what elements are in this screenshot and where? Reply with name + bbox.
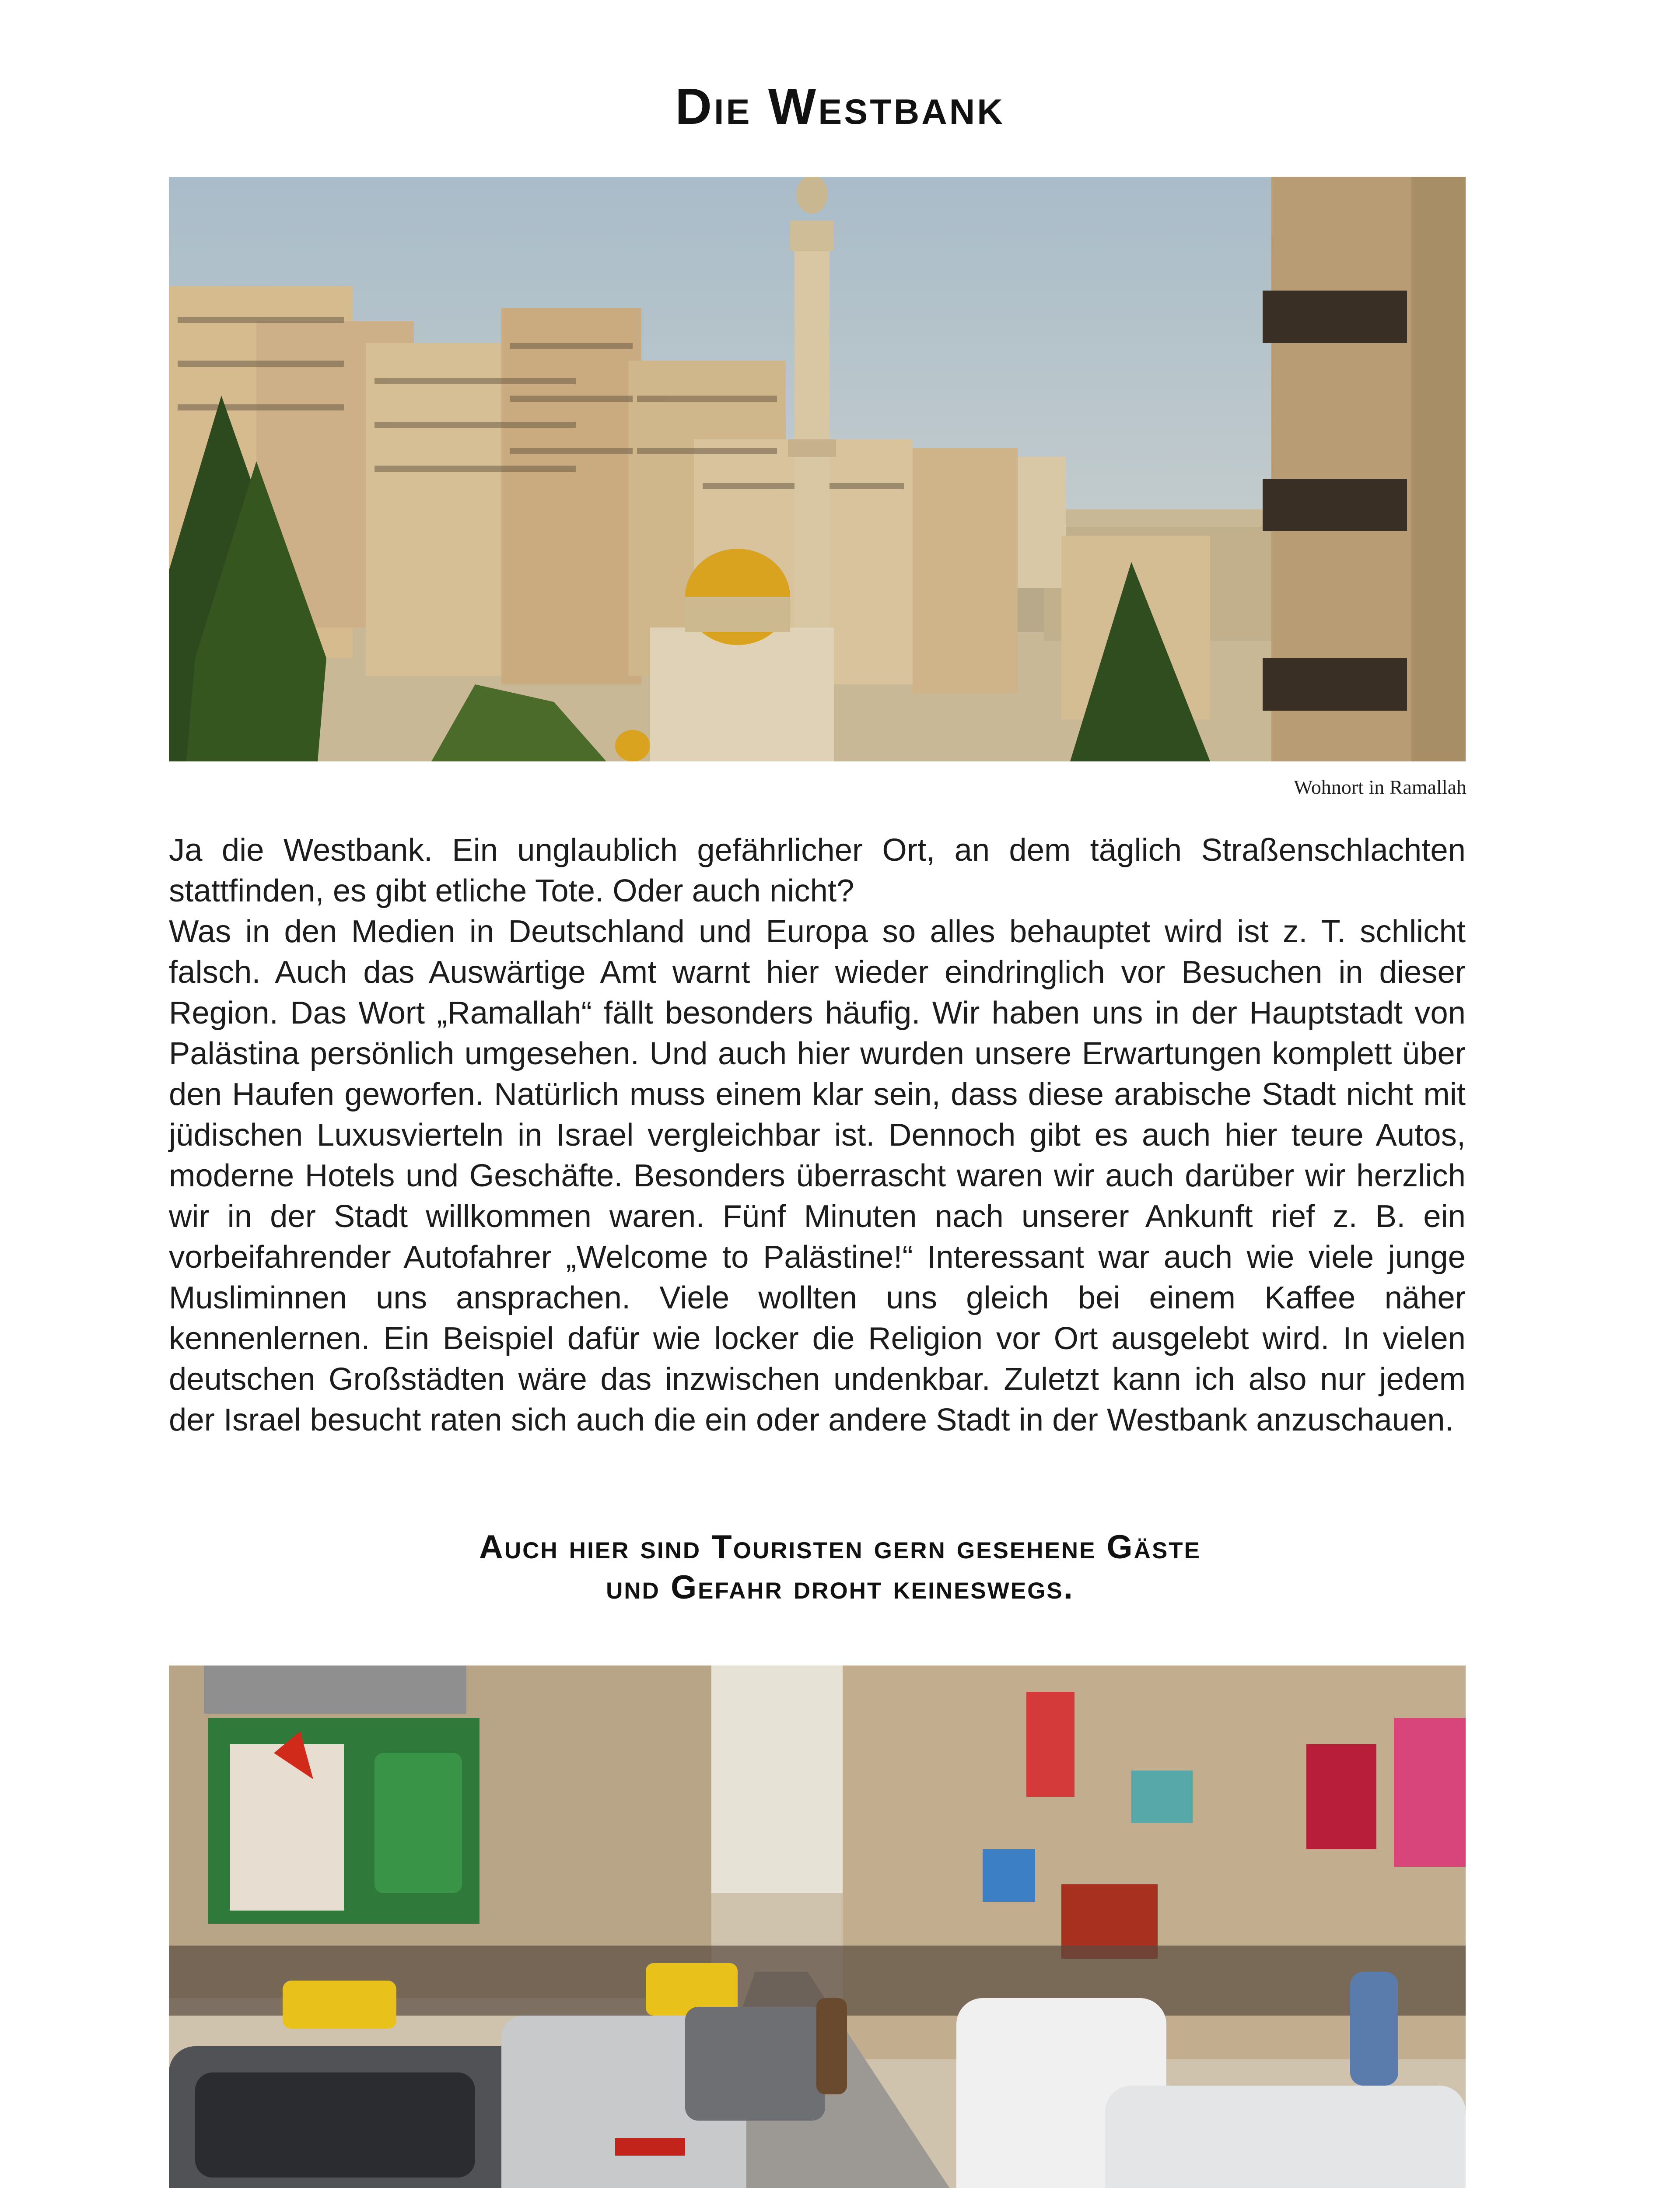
pull-quote-line-1: Auch hier sind Touristen gern gesehene Gäste	[479, 1529, 1201, 1566]
pull-quote-line-2: und Gefahr droht keineswegs.	[606, 1569, 1074, 1606]
article-paragraph-main: Was in den Medien in Deutschland und Europa so alles behauptet wird ist z. T. schlicht falsch. Auch das Auswärtige Amt warnt hier wieder eindringlich vor Besuchen in dieser Region. Das Wort „Ramallah“ fällt besonders häufig. Wir haben uns in der Hauptstadt von Palästina persönlich umgesehen. Und auch hier wurden unsere Erwartungen komplett über den Haufen geworfen. Natürlich muss einem klar sein, dass diese arabische Stadt nicht mit jüdischen Luxusvierteln in Israel vergleichbar ist. Dennoch gibt es auch hier teure Autos, moderne Hotels und Geschäfte. Besonders überrascht waren wir auch darüber wir herzlich wir in der Stadt willkommen waren. Fünf Minuten nach unserer Ankunft rief z. B. ein vorbeifahrender Autofahrer „Welcome to Palästine!“ Interessant war auch wie viele junge Musliminnen uns ansprachen. Viele wollten uns gleich bei einem Kaffee näher kennenlernen. Ein Beispiel dafür wie locker die Religion vor Ort ausgelebt wird. In vielen deutschen Großstädten wäre das inzwischen undenkbar. Zuletzt kann ich also nur jedem der Israel besucht raten sich auch die ein oder andere Stadt in der Westbank anzuschauen.	[169, 914, 1466, 1438]
busy-street-photo-icon	[169, 1666, 1466, 2188]
westbank-street-photo	[169, 1666, 1466, 2188]
photo-caption-ramallah: Wohnort in Ramallah	[1294, 776, 1466, 798]
ramallah-skyline-photo	[169, 177, 1466, 761]
pull-quote-heading	[0, 1527, 1680, 1608]
article-body	[169, 830, 1466, 1440]
city-skyline-photo-icon	[169, 177, 1466, 761]
page-title: Die Westbank	[675, 78, 1005, 135]
article-paragraph-intro: Ja die Westbank. Ein unglaublich gefährlicher Ort, an dem täglich Straßenschlachten stattfinden, es gibt etliche Tote. Oder auch nicht?	[169, 832, 1466, 908]
